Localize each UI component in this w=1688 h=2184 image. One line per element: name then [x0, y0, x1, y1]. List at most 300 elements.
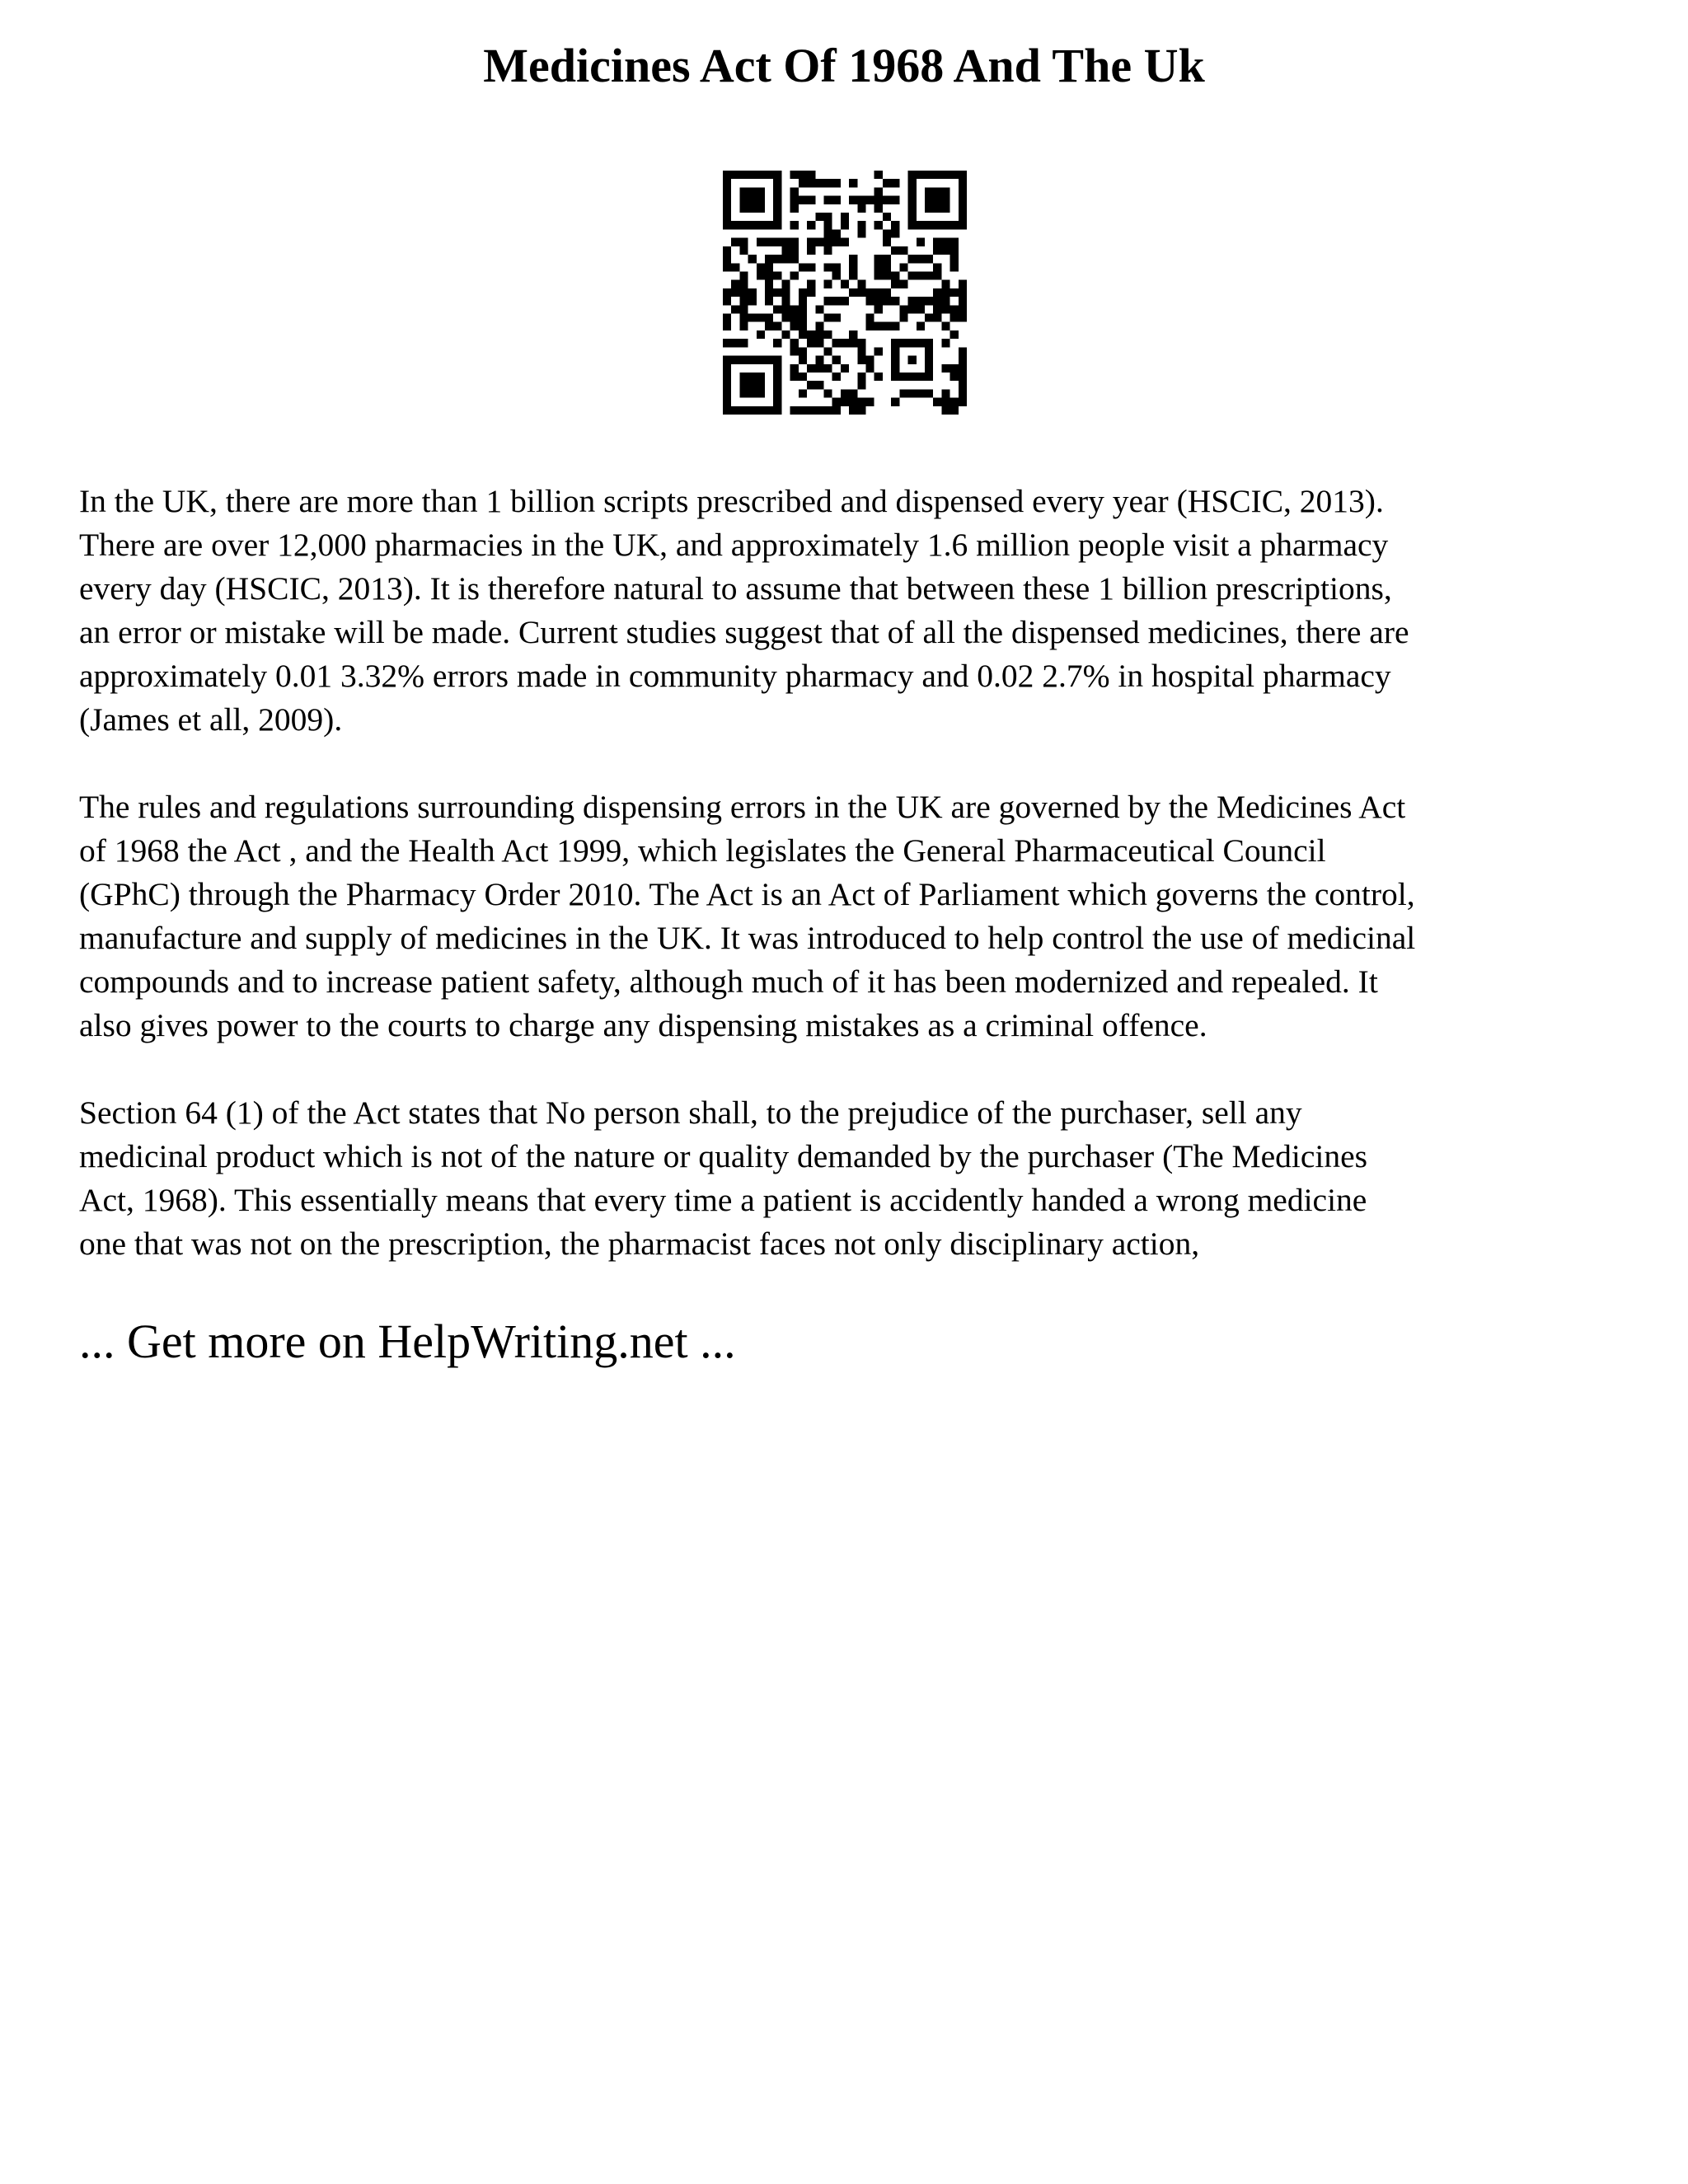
qr-module: [723, 297, 731, 305]
paragraph-2: [79, 785, 1629, 1047]
paragraph-line: Section 64 (1) of the Act states that No person shall, to the prejudice of the purchaser, sell any: [79, 1094, 1302, 1131]
qr-module: [857, 229, 865, 237]
qr-module: [807, 238, 815, 246]
qr-module: [790, 271, 799, 279]
qr-module: [891, 271, 899, 279]
paragraph-line: approximately 0.01 3.32% errors made in community pharmacy and 0.02 2.7% in hospital pharmacy: [79, 658, 1391, 694]
qr-module: [891, 322, 899, 330]
qr-module: [917, 305, 925, 313]
qr-module: [866, 356, 874, 364]
qr-module: [933, 314, 941, 322]
qr-module: [799, 179, 807, 187]
qr-module: [773, 288, 781, 297]
qr-module: [799, 330, 807, 339]
qr-module: [950, 314, 959, 322]
qr-module: [832, 196, 841, 204]
qr-module: [908, 271, 917, 279]
qr-module: [959, 356, 967, 364]
qr-module: [790, 314, 799, 322]
qr-module: [799, 347, 807, 355]
qr-module: [874, 204, 883, 213]
qr-module: [917, 322, 925, 330]
qr-module: [941, 305, 950, 313]
qr-module: [933, 398, 941, 406]
qr-module: [781, 330, 790, 339]
qr-module: [925, 314, 933, 322]
qr-module: [807, 406, 815, 415]
qr-module: [799, 288, 807, 297]
qr-module: [790, 305, 799, 313]
qr-module: [891, 398, 899, 406]
qr-module: [731, 288, 739, 297]
qr-module: [950, 330, 959, 339]
qr-module: [832, 356, 841, 364]
document-body: [79, 480, 1629, 1310]
qr-module: [857, 347, 865, 355]
qr-module: [866, 288, 874, 297]
qr-module: [891, 246, 899, 255]
qr-module: [959, 297, 967, 305]
qr-module: [883, 288, 891, 297]
qr-module: [941, 398, 950, 406]
qr-module: [807, 246, 815, 255]
qr-module: [790, 238, 799, 246]
qr-module: [723, 339, 731, 347]
qr-module: [739, 305, 748, 313]
qr-module: [941, 280, 950, 288]
qr-module: [773, 271, 781, 279]
qr-module: [891, 221, 899, 229]
qr-module: [849, 406, 857, 415]
qr-module: [891, 196, 899, 204]
qr-module: [866, 364, 874, 373]
qr-module: [723, 322, 731, 330]
qr-module: [790, 196, 799, 204]
qr-module: [799, 322, 807, 330]
paragraph-line: an error or mistake will be made. Current studies suggest that of all the dispensed medicines, there are: [79, 614, 1409, 650]
qr-module: [849, 330, 857, 339]
qr-module: [941, 246, 950, 255]
qr-module: [790, 187, 799, 195]
qr-module: [933, 305, 941, 313]
paragraph-line: The rules and regulations surrounding dispensing errors in the UK are governed by the Medicines Act: [79, 789, 1406, 825]
qr-module: [899, 280, 907, 288]
qr-module: [790, 204, 799, 213]
qr-module: [765, 280, 773, 288]
qr-module: [908, 305, 917, 313]
qr-module: [857, 288, 865, 297]
paragraph-1: [79, 480, 1629, 742]
qr-module: [757, 314, 765, 322]
qr-module: [841, 238, 849, 246]
qr-module: [765, 255, 773, 263]
qr-module: [799, 196, 807, 204]
qr-module: [790, 406, 799, 415]
qr-module: [917, 238, 925, 246]
qr-module: [866, 322, 874, 330]
qr-module: [748, 255, 757, 263]
qr-module: [950, 246, 959, 255]
qr-module: [883, 271, 891, 279]
qr-module: [941, 297, 950, 305]
qr-module: [832, 271, 841, 279]
qr-module: [807, 330, 815, 339]
qr-module: [790, 221, 799, 229]
qr-module: [866, 314, 874, 322]
qr-module: [815, 381, 823, 389]
qr-module: [874, 221, 883, 229]
qr-module: [832, 314, 841, 322]
qr-module: [841, 389, 849, 397]
qr-module: [832, 398, 841, 406]
qr-module: [832, 297, 841, 305]
qr-module: [874, 297, 883, 305]
qr-module: [773, 339, 781, 347]
paragraph-line: Act, 1968). This essentially means that every time a patient is accidently handed a wrong medicine: [79, 1182, 1367, 1218]
qr-module: [832, 179, 841, 187]
qr-module: [781, 314, 790, 322]
qr-module: [799, 389, 807, 397]
qr-module: [748, 297, 757, 305]
qr-module: [857, 381, 865, 389]
qr-module: [959, 314, 967, 322]
qr-module: [917, 255, 925, 263]
qr-module: [950, 373, 959, 381]
qr-module: [757, 238, 765, 246]
qr-module: [933, 246, 941, 255]
qr-module: [757, 271, 765, 279]
qr-module: [731, 238, 739, 246]
qr-module: [959, 381, 967, 389]
qr-module: [799, 314, 807, 322]
paragraph-line: of 1968 the Act , and the Health Act 1999, which legislates the General Pharmaceutical Council: [79, 832, 1326, 869]
qr-module: [883, 179, 891, 187]
qr-module: [765, 238, 773, 246]
qr-module: [941, 389, 950, 397]
qr-module: [841, 364, 849, 373]
qr-module: [723, 246, 731, 255]
qr-module: [823, 330, 832, 339]
paragraph-3: [79, 1091, 1629, 1266]
qr-module: [807, 263, 815, 271]
qr-module: [874, 322, 883, 330]
qr-module: [823, 297, 832, 305]
qr-module: [874, 271, 883, 279]
qr-module: [959, 398, 967, 406]
qr-module: [857, 339, 865, 347]
qr-module: [781, 297, 790, 305]
qr-module: [731, 305, 739, 313]
qr-module: [807, 288, 815, 297]
qr-module: [823, 229, 832, 237]
qr-module: [908, 389, 917, 397]
qr-module: [899, 389, 907, 397]
qr-module: [950, 288, 959, 297]
qr-module: [823, 238, 832, 246]
qr-module: [950, 238, 959, 246]
qr-module: [757, 263, 765, 271]
qr-module: [874, 347, 883, 355]
qr-module: [883, 238, 891, 246]
qr-module: [950, 263, 959, 271]
qr-module: [757, 330, 765, 339]
qr-module: [739, 322, 748, 330]
qr-module: [874, 288, 883, 297]
qr-module: [841, 221, 849, 229]
qr-module: [941, 288, 950, 297]
get-more-link[interactable]: ... Get more on HelpWriting.net ...: [79, 1315, 736, 1368]
qr-module: [807, 196, 815, 204]
qr-module: [765, 314, 773, 322]
qr-module: [857, 204, 865, 213]
qr-module: [925, 389, 933, 397]
qr-module: [799, 373, 807, 381]
qr-module: [790, 339, 799, 347]
qr-module: [790, 255, 799, 263]
qr-module: [823, 347, 832, 355]
qr-module: [723, 288, 731, 297]
qr-module: [950, 305, 959, 313]
qr-module: [874, 171, 883, 179]
qr-module: [739, 314, 748, 322]
qr-module: [765, 297, 773, 305]
qr-module: [765, 288, 773, 297]
qr-module: [739, 271, 748, 279]
qr-module: [933, 263, 941, 271]
qr-module: [857, 196, 865, 204]
qr-module: [807, 381, 815, 389]
qr-module: [908, 297, 917, 305]
qr-module: [823, 196, 832, 204]
qr-module: [781, 288, 790, 297]
qr-module: [807, 364, 815, 373]
qr-module: [781, 238, 790, 246]
qr-module: [773, 305, 781, 313]
qr-module: [807, 221, 815, 229]
paragraph-line: every day (HSCIC, 2013). It is therefore natural to assume that between these 1 billion prescriptions,: [79, 570, 1392, 607]
qr-module: [773, 255, 781, 263]
qr-module: [933, 271, 941, 279]
qr-module: [950, 406, 959, 415]
qr-module: [815, 238, 823, 246]
qr-module: [815, 179, 823, 187]
qr-module: [941, 339, 950, 347]
qr-module: [933, 297, 941, 305]
qr-module: [917, 389, 925, 397]
qr-module: [941, 238, 950, 246]
qr-module: [874, 196, 883, 204]
qr-module: [941, 322, 950, 330]
qr-module: [799, 305, 807, 313]
qr-module: [883, 297, 891, 305]
qr-module: [883, 263, 891, 271]
qr-module: [841, 339, 849, 347]
qr-module: [823, 179, 832, 187]
qr-module: [823, 213, 832, 221]
qr-module: [959, 389, 967, 397]
qr-module: [933, 238, 941, 246]
qr-module: [781, 305, 790, 313]
qr-module: [739, 339, 748, 347]
qr-module: [857, 398, 865, 406]
qr-module: [832, 406, 841, 415]
qr-module: [849, 398, 857, 406]
qr-module: [815, 356, 823, 364]
qr-module: [925, 271, 933, 279]
qr-module: [781, 280, 790, 288]
paragraph-line: (GPhC) through the Pharmacy Order 2010. The Act is an Act of Parliament which governs the control,: [79, 876, 1415, 912]
qr-module: [883, 213, 891, 221]
qr-module: [874, 373, 883, 381]
qr-module: [891, 297, 899, 305]
qr-module: [857, 221, 865, 229]
qr-module: [790, 246, 799, 255]
qr-module: [781, 255, 790, 263]
qr-module: [959, 280, 967, 288]
qr-module: [731, 263, 739, 271]
paragraph-line: manufacture and supply of medicines in the UK. It was introduced to help control the use of medicinal: [79, 920, 1416, 956]
qr-module: [925, 255, 933, 263]
qr-module: [849, 196, 857, 204]
paragraph-line: also gives power to the courts to charge any dispensing mistakes as a criminal offence.: [79, 1007, 1207, 1043]
qr-module: [731, 280, 739, 288]
qr-module: [941, 364, 950, 373]
qr-module: [765, 322, 773, 330]
qr-module: [899, 314, 907, 322]
qr-module: [773, 238, 781, 246]
qr-module: [815, 213, 823, 221]
qr-module: [866, 398, 874, 406]
paragraph-line: one that was not on the prescription, the pharmacist faces not only disciplinary action,: [79, 1226, 1200, 1262]
qr-module: [849, 389, 857, 397]
qr-module: [799, 171, 807, 179]
qr-module: [748, 314, 757, 322]
qr-module: [807, 280, 815, 288]
qr-module: [849, 263, 857, 271]
paragraph-line: There are over 12,000 pharmacies in the UK, and approximately 1.6 million people visit a pharmacy: [79, 527, 1389, 563]
qr-code-icon: [723, 171, 967, 415]
qr-module: [739, 297, 748, 305]
qr-module: [899, 305, 907, 313]
qr-module: [891, 229, 899, 237]
qr-module: [731, 339, 739, 347]
qr-module: [841, 213, 849, 221]
qr-module: [883, 229, 891, 237]
qr-module: [841, 280, 849, 288]
qr-module: [823, 314, 832, 322]
qr-module: [917, 297, 925, 305]
qr-module: [807, 171, 815, 179]
qr-module: [723, 263, 731, 271]
qr-module: [823, 389, 832, 397]
qr-module: [908, 255, 917, 263]
qr-module: [857, 406, 865, 415]
qr-module: [823, 364, 832, 373]
qr-module: [823, 406, 832, 415]
qr-module: [823, 221, 832, 229]
qr-module: [748, 288, 757, 297]
qr-module: [933, 288, 941, 297]
qr-module: [849, 179, 857, 187]
qr-module: [815, 406, 823, 415]
qr-module: [959, 305, 967, 313]
qr-module: [799, 406, 807, 415]
qr-module: [857, 280, 865, 288]
qr-module: [823, 263, 832, 271]
qr-module: [799, 297, 807, 305]
qr-module: [891, 280, 899, 288]
qr-module: [723, 255, 731, 263]
qr-module: [832, 229, 841, 237]
qr-module: [883, 322, 891, 330]
qr-module: [815, 305, 823, 313]
qr-module: [823, 246, 832, 255]
qr-module: [781, 246, 790, 255]
qr-module: [790, 364, 799, 373]
qr-module: [925, 297, 933, 305]
qr-module: [823, 280, 832, 288]
qr-module: [849, 288, 857, 297]
qr-module: [950, 364, 959, 373]
qr-module: [765, 271, 773, 279]
qr-module: [857, 356, 865, 364]
qr-module: [950, 398, 959, 406]
qr-module: [959, 364, 967, 373]
qr-module: [723, 314, 731, 322]
qr-module: [866, 297, 874, 305]
qr-module: [874, 187, 883, 195]
qr-module: [799, 263, 807, 271]
qr-module: [790, 347, 799, 355]
qr-module: [739, 238, 748, 246]
qr-module: [790, 373, 799, 381]
qr-module: [874, 305, 883, 313]
qr-module: [832, 263, 841, 271]
qr-module: [815, 339, 823, 347]
qr-module: [807, 339, 815, 347]
qr-module: [739, 288, 748, 297]
qr-module: [917, 271, 925, 279]
qr-module: [941, 406, 950, 415]
qr-module: [841, 297, 849, 305]
qr-module: [799, 356, 807, 364]
qr-module: [739, 246, 748, 255]
paragraph-line: compounds and to increase patient safety, although much of it has been modernized and repealed. It: [79, 963, 1378, 1000]
qr-module: [815, 322, 823, 330]
qr-module: [866, 196, 874, 204]
qr-module: [950, 255, 959, 263]
paragraph-line: medicinal product which is not of the nature or quality demanded by the purchaser (The Medicines: [79, 1138, 1368, 1174]
qr-module: [959, 347, 967, 355]
qr-module: [739, 280, 748, 288]
qr-module: [832, 373, 841, 381]
qr-module: [849, 339, 857, 347]
qr-module: [832, 339, 841, 347]
qr-module: [849, 255, 857, 263]
qr-module: [773, 322, 781, 330]
qr-module: [790, 171, 799, 179]
qr-module: [857, 373, 865, 381]
qr-module: [841, 398, 849, 406]
qr-module: [790, 322, 799, 330]
qr-module: [832, 238, 841, 246]
qr-module: [891, 179, 899, 187]
paragraph-line: In the UK, there are more than 1 billion scripts prescribed and dispensed every year (HSCIC, 2013).: [79, 483, 1384, 519]
qr-module: [874, 255, 883, 263]
page-title: Medicines Act Of 1968 And The Uk: [483, 39, 1205, 92]
qr-module: [959, 373, 967, 381]
qr-module: [874, 263, 883, 271]
